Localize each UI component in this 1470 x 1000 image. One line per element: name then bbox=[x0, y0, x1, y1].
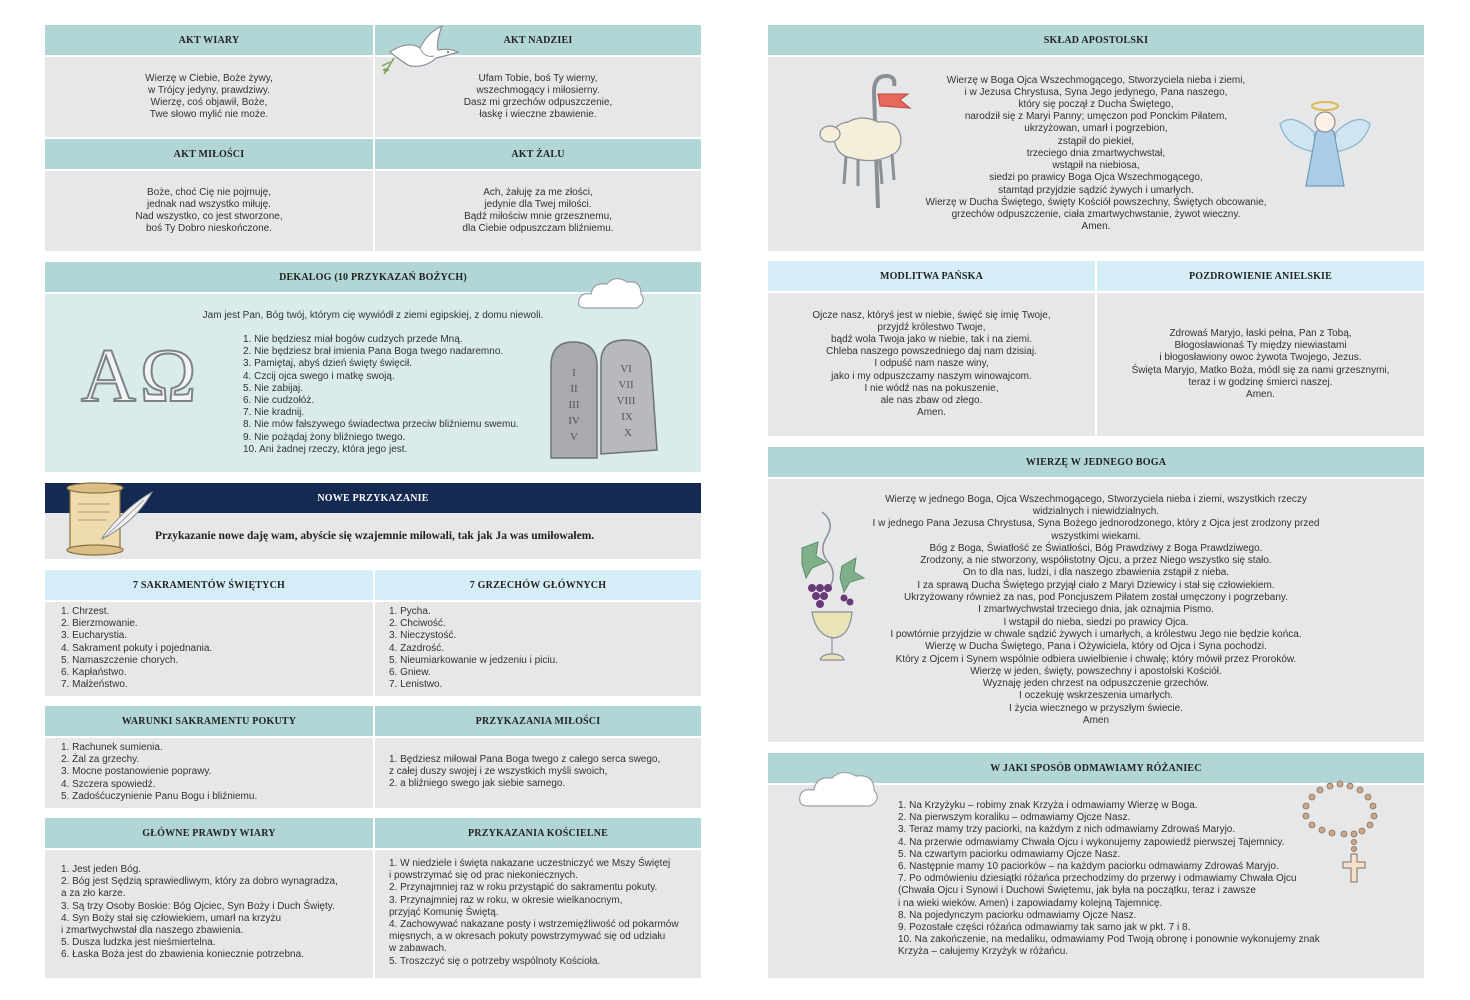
list-item: 4. Czcij ojca swego i matkę swoją. bbox=[243, 370, 395, 382]
sklad-apostolski-title: SKŁAD APOSTOLSKI bbox=[768, 25, 1424, 55]
list-item: 1. Chrzest. bbox=[61, 606, 110, 617]
sklad-apostolski-text: Wierzę w Boga Ojca Wszechmogącego, Stworzyciela nieba i ziemi, i w Jezusa Chrystusa, Syna Jego jedynego, Pana naszego, który się począł z Ducha Świętego, narodził się z Maryi Panny; umęczon pod Ponckim Piłatem, ukrzyżowan, umarł i pogrzebion, zstąpił do piekieł, trzeciego dnia zmartwychwstał, wstąpił na niebiosa, siedzi po prawicy Boga Ojca Wszechmogącego, stamtąd przyjdzie sądzić żywych i umarłych. Wierzę w Ducha Świętego, święty Kościół powszechny, Świętych obcowanie, grzechów odpuszczenie, ciała zmartwychwstanie, żywot wieczny. Amen. bbox=[925, 74, 1267, 233]
tablet-numeral: IX bbox=[621, 411, 633, 423]
akt-milosci-title: AKT MIŁOŚCI bbox=[45, 139, 373, 169]
list-item: 8. Na pojedynczym paciorku odmawiamy Ojcze Nasz. bbox=[898, 909, 1137, 921]
tablet-numeral: X bbox=[624, 427, 632, 439]
sakramenty-title: 7 SAKRAMENTÓW ŚWIĘTYCH bbox=[45, 570, 373, 600]
list-item: 3. Przynajmniej raz w roku, w okresie wielkanocnym, przyjąć Komunię Świętą. bbox=[389, 894, 623, 918]
list-item: 5. Nieumiarkowanie w jedzeniu i piciu. bbox=[389, 654, 558, 666]
list-item: 2. Przynajmniej raz w roku przystąpić do sakramentu pokuty. bbox=[389, 882, 658, 894]
warunki-title: WARUNKI SAKRAMENTU POKUTY bbox=[45, 706, 373, 736]
pozdrowienie-anielskie-title: POZDROWIENIE ANIELSKIE bbox=[1097, 261, 1424, 291]
list-item: 5. Nie zabijaj. bbox=[243, 382, 304, 394]
list-item: 1. Będziesz miłował Pana Boga twego z całego serca swego, z całej duszy swojej i ze wszystkich myśli swoich, bbox=[389, 754, 661, 778]
sakramenty-card bbox=[45, 570, 373, 696]
koscielne-card bbox=[375, 818, 701, 978]
akt-wiary-text: Wierzę w Ciebie, Boże żywy, w Trójcy jedyny, prawdziwy. Wierzę, coś objawił, Boże, Twe słowo mylić nie może. bbox=[145, 72, 273, 121]
tablet-numeral: IV bbox=[568, 415, 580, 427]
rozaniec-title: W JAKI SPOSÓB ODMAWIAMY RÓŻANIEC bbox=[768, 753, 1424, 783]
list-item: 3. Teraz mamy trzy paciorki, na każdym z nich odmawiamy Zdrowaś Maryjo. bbox=[898, 824, 1236, 836]
list-item: 7. Małżeństwo. bbox=[61, 679, 128, 691]
stone-tablets-icon bbox=[545, 338, 665, 460]
list-item: 5. Troszczyć się o potrzeby wspólnoty Kościoła. bbox=[389, 955, 601, 967]
warunki-card bbox=[45, 706, 373, 808]
list-item: 2. Żal za grzechy. bbox=[61, 754, 140, 766]
list-item: 3. Pamiętaj, abyś dzień święty święcił. bbox=[243, 358, 412, 370]
dekalog-title: DEKALOG (10 PRZYKAZAŃ BOŻYCH) bbox=[45, 262, 701, 292]
list-item: 4. Sakrament pokuty i pojednania. bbox=[61, 642, 213, 654]
angel-icon bbox=[1278, 98, 1372, 190]
pozdrowienie-anielskie-text: Zdrowaś Maryjo, łaski pełna, Pan z Tobą, Błogosławionaś Ty między niewiastami i błogosławiony owoc żywota Twojego, Jezus. Święta Maryjo, Matko Boża, módl się za nami grzesznymi, teraz i w godzinę śmierci naszej. Amen. bbox=[1131, 327, 1390, 400]
prawdy-card bbox=[45, 818, 373, 978]
cloud-icon bbox=[796, 766, 882, 810]
nowe-przykazanie-title: NOWE PRZYKAZANIE bbox=[45, 483, 701, 513]
list-item: 4. Szczera spowiedź. bbox=[61, 778, 156, 790]
grzechy-card bbox=[375, 570, 701, 696]
cloud-icon bbox=[575, 272, 647, 312]
rosary-icon bbox=[1294, 780, 1386, 884]
list-item: 5. Zadośćuczynienie Panu Bogu i bliźniemu. bbox=[61, 790, 258, 802]
list-item: 3. Eucharystia. bbox=[61, 630, 128, 642]
list-item: 7. Po odmówieniu dziesiątki różańca przechodzimy do przerwy i odmawiamy Chwała Ojcu (Chwała Ojcu i Synowi i Duchowi Świętemu, jak była na początku, teraz i zawsze i na wieki wieków. Amen) i zapowiadamy kolejną Tajemnicę. bbox=[898, 873, 1297, 909]
akt-nadziei-text: Ufam Tobie, boś Ty wierny, wszechmogący i miłosierny. Dasz mi grzechów odpuszczenie, łaskę i wieczne zbawienie. bbox=[463, 72, 613, 121]
list-item: 2. Nie będziesz brał imienia Pana Boga twego nadaremno. bbox=[243, 346, 504, 358]
chalice-grapes-icon bbox=[796, 508, 868, 668]
list-item: 3. Są trzy Osoby Boskie: Bóg Ojciec, Syn Boży i Duch Święty. bbox=[61, 900, 335, 912]
list-item: 7. Lenistwo. bbox=[389, 679, 443, 691]
prawdy-title: GŁÓWNE PRAWDY WIARY bbox=[45, 818, 373, 848]
akt-milosci-text: Boże, choć Cię nie pojmuję, jednak nad wszystko miłuję. Nad wszystko, co jest stworzone, boś Ty Dobro nieskończone. bbox=[135, 186, 283, 235]
dove-icon bbox=[380, 22, 462, 80]
akt-nadziei-title: AKT NADZIEI bbox=[375, 25, 701, 55]
koscielne-title: PRZYKAZANIA KOŚCIELNE bbox=[375, 818, 701, 848]
list-item: 8. Nie mów fałszywego świadectwa przeciw bliźniemu swemu. bbox=[243, 419, 519, 431]
list-item: 9. Nie pożądaj żony bliźniego twego. bbox=[243, 431, 406, 443]
nowe-przykazanie-text: Przykazanie nowe daję wam, abyście się wzajemnie miłowali, tak jak Ja was umiłowałem. bbox=[155, 529, 595, 542]
list-item: 9. Pozostałe części różańca odmawiamy tak samo jak w pkt. 7 i 8. bbox=[898, 922, 1191, 934]
list-item: 1. W niedziele i święta nakazane uczestniczyć we Mszy Świętej i powstrzymać się od prac niekoniecznych. bbox=[389, 858, 671, 882]
modlitwa-panska-title: MODLITWA PAŃSKA bbox=[768, 261, 1095, 291]
tablet-numeral: VI bbox=[620, 363, 632, 375]
list-item: 2. Chciwość. bbox=[389, 618, 446, 630]
akt-zalu-card bbox=[375, 139, 701, 251]
list-item: 10. Na zakończenie, na medaliku, odmawiamy Pod Twoją obronę i ponownie wykonujemy znak Krzyża – całujemy Krzyżyk w różańcu. bbox=[898, 934, 1320, 958]
scroll-quill-icon bbox=[52, 478, 156, 558]
alpha-omega-icon: AΩ bbox=[81, 334, 201, 418]
list-item: 5. Na czwartym paciorku odmawiamy Ojcze Nasz. bbox=[898, 848, 1121, 860]
list-item: 1. Pycha. bbox=[389, 606, 431, 617]
list-item: 6. Kapłaństwo. bbox=[61, 667, 127, 679]
przykazania-milosci-card bbox=[375, 706, 701, 808]
list-item: 6. Nie cudzołóż. bbox=[243, 395, 315, 407]
tablet-numeral: II bbox=[570, 383, 578, 395]
grzechy-title: 7 GRZECHÓW GŁÓWNYCH bbox=[375, 570, 701, 600]
lamb-icon bbox=[812, 72, 922, 212]
modlitwa-panska-card bbox=[768, 261, 1095, 436]
list-item: 4. Zazdrość. bbox=[389, 642, 445, 654]
dekalog-intro: Jam jest Pan, Bóg twój, którym cię wywiódł z ziemi egipskiej, z domu niewoli. bbox=[202, 310, 544, 321]
dekalog-list bbox=[235, 334, 519, 456]
list-item: 1. Rachunek sumienia. bbox=[61, 742, 163, 753]
tablet-numeral: VII bbox=[618, 379, 634, 391]
tablet-numeral: VIII bbox=[616, 395, 636, 407]
list-item: 4. Na przerwie odmawiamy Chwała Ojcu i wykonujemy zapowiedź pierwszej Tajemnicy. bbox=[898, 836, 1285, 848]
akt-zalu-text: Ach, żałuję za me złości, jedynie dla Twej miłości. Bądź miłościw mnie grzesznemu, dla Ciebie odpuszczam bliźniemu. bbox=[462, 186, 614, 235]
akt-wiary-title: AKT WIARY bbox=[45, 25, 373, 55]
pozdrowienie-anielskie-card bbox=[1097, 261, 1424, 436]
list-item: 1. Nie będziesz miał bogów cudzych przede Mną. bbox=[243, 334, 463, 345]
list-item: 2. Bierzmowanie. bbox=[61, 618, 138, 630]
list-item: 4. Zachowywać nakazane posty i wstrzemięźliwość od pokarmów mięsnych, a w okresach pokuty powstrzymywać się od udziału w zabawach. bbox=[389, 919, 679, 955]
credo-title: WIERZĘ W JEDNEGO BOGA bbox=[768, 447, 1424, 477]
akt-wiary-card bbox=[45, 25, 373, 137]
tablet-numeral: V bbox=[570, 431, 578, 443]
tablet-numeral: I bbox=[572, 367, 576, 379]
list-item: 1. Na Krzyżyku – robimy znak Krzyża i odmawiamy Wierzę w Boga. bbox=[898, 800, 1198, 811]
list-item: 4. Syn Boży stał się człowiekiem, umarł na krzyżu i zmartwychwstał dla naszego zbawienia. bbox=[61, 912, 282, 937]
przykazania-milosci-title: PRZYKAZANIA MIŁOŚCI bbox=[375, 706, 701, 736]
credo-text: Wierzę w jednego Boga, Ojca Wszechmogącego, Stworzyciela nieba i ziemi, wszystkich rzeczy widzialnych i niewidzialnych. I w jednego Pana Jezusa Chrystusa, Syna Bożego jednorodzonego, który z Ojca jest zrodzony przed wszystkimi wiekami. Bóg z Boga, Światłość ze Światłości, Bóg Prawdziwy z Boga Prawdziwego. Zrodzony, a nie stworzony, współistotny Ojcu, a przez Niego wszystko się stało. On to dla nas, ludzi, i dla naszego zbawienia zstąpił z nieba. I za sprawą Ducha Świętego przyjął ciało z Maryi Dziewicy i stał się człowiekiem. Ukrzyżowany również za nas, pod Poncjuszem Piłatem został umęczony i pogrzebany. I zmartwychwstał trzeciego dnia, jak oznajmia Pismo. I wstąpił do nieba, siedzi po prawicy Ojca. I powtórnie przyjdzie w chwale sądzić żywych i umarłych, a królestwu Jego nie będzie końca. Wierzę w Ducha Świętego, Pana i Ożywiciela, który od Ojca i Syna pochodzi. Który z Ojcem i Synem wspólnie odbiera uwielbienie i chwałę; który mówił przez Proroków. Wierzę w jeden, święty, powszechny i apostolski Kościół. Wyznaję jeden chrzest na odpuszczenie grzechów. I oczekuję wskrzeszenia umarłych. I życia wiecznego w przyszłym świecie. Amen bbox=[872, 493, 1320, 727]
list-item: 5. Namaszczenie chorych. bbox=[61, 654, 179, 666]
list-item: 5. Dusza ludzka jest nieśmiertelna. bbox=[61, 937, 216, 949]
list-item: 3. Nieczystość. bbox=[389, 630, 457, 642]
list-item: 10. Ani żadnej rzeczy, która jego jest. bbox=[243, 443, 408, 455]
list-item: 6. Gniew. bbox=[389, 667, 431, 679]
list-item: 2. a bliźniego swego jak siebie samego. bbox=[389, 778, 566, 790]
akt-milosci-card bbox=[45, 139, 373, 251]
tablet-numeral: III bbox=[568, 399, 580, 411]
list-item: 7. Nie kradnij. bbox=[243, 407, 305, 419]
list-item: 2. Na pierwszym koraliku – odmawiamy Ojcze Nasz. bbox=[898, 812, 1131, 824]
list-item: 3. Mocne postanowienie poprawy. bbox=[61, 766, 212, 778]
list-item: 2. Bóg jest Sędzią sprawiedliwym, który za dobro wynagradza, a za zło karze. bbox=[61, 876, 338, 900]
list-item: 1. Jest jeden Bóg. bbox=[61, 864, 142, 875]
list-item: 6. Następnie mamy 10 paciorków – na każdym paciorku odmawiamy Zdrowaś Maryjo. bbox=[898, 861, 1279, 873]
list-item: 6. Łaska Boża jest do zbawienia koniecznie potrzebna. bbox=[61, 949, 304, 961]
akt-zalu-title: AKT ŻALU bbox=[375, 139, 701, 169]
modlitwa-panska-text: Ojcze nasz, któryś jest w niebie, święć się imię Twoje, przyjdź królestwo Twoje, bądź wola Twoja jako w niebie, tak i na ziemi. Chleba naszego powszedniego daj nam dzisiaj. I odpuść nam nasze winy, jako i my odpuszczamy naszym winowajcom. I nie wódź nas na pokuszenie, ale nas zbaw od złego. Amen. bbox=[812, 309, 1051, 419]
